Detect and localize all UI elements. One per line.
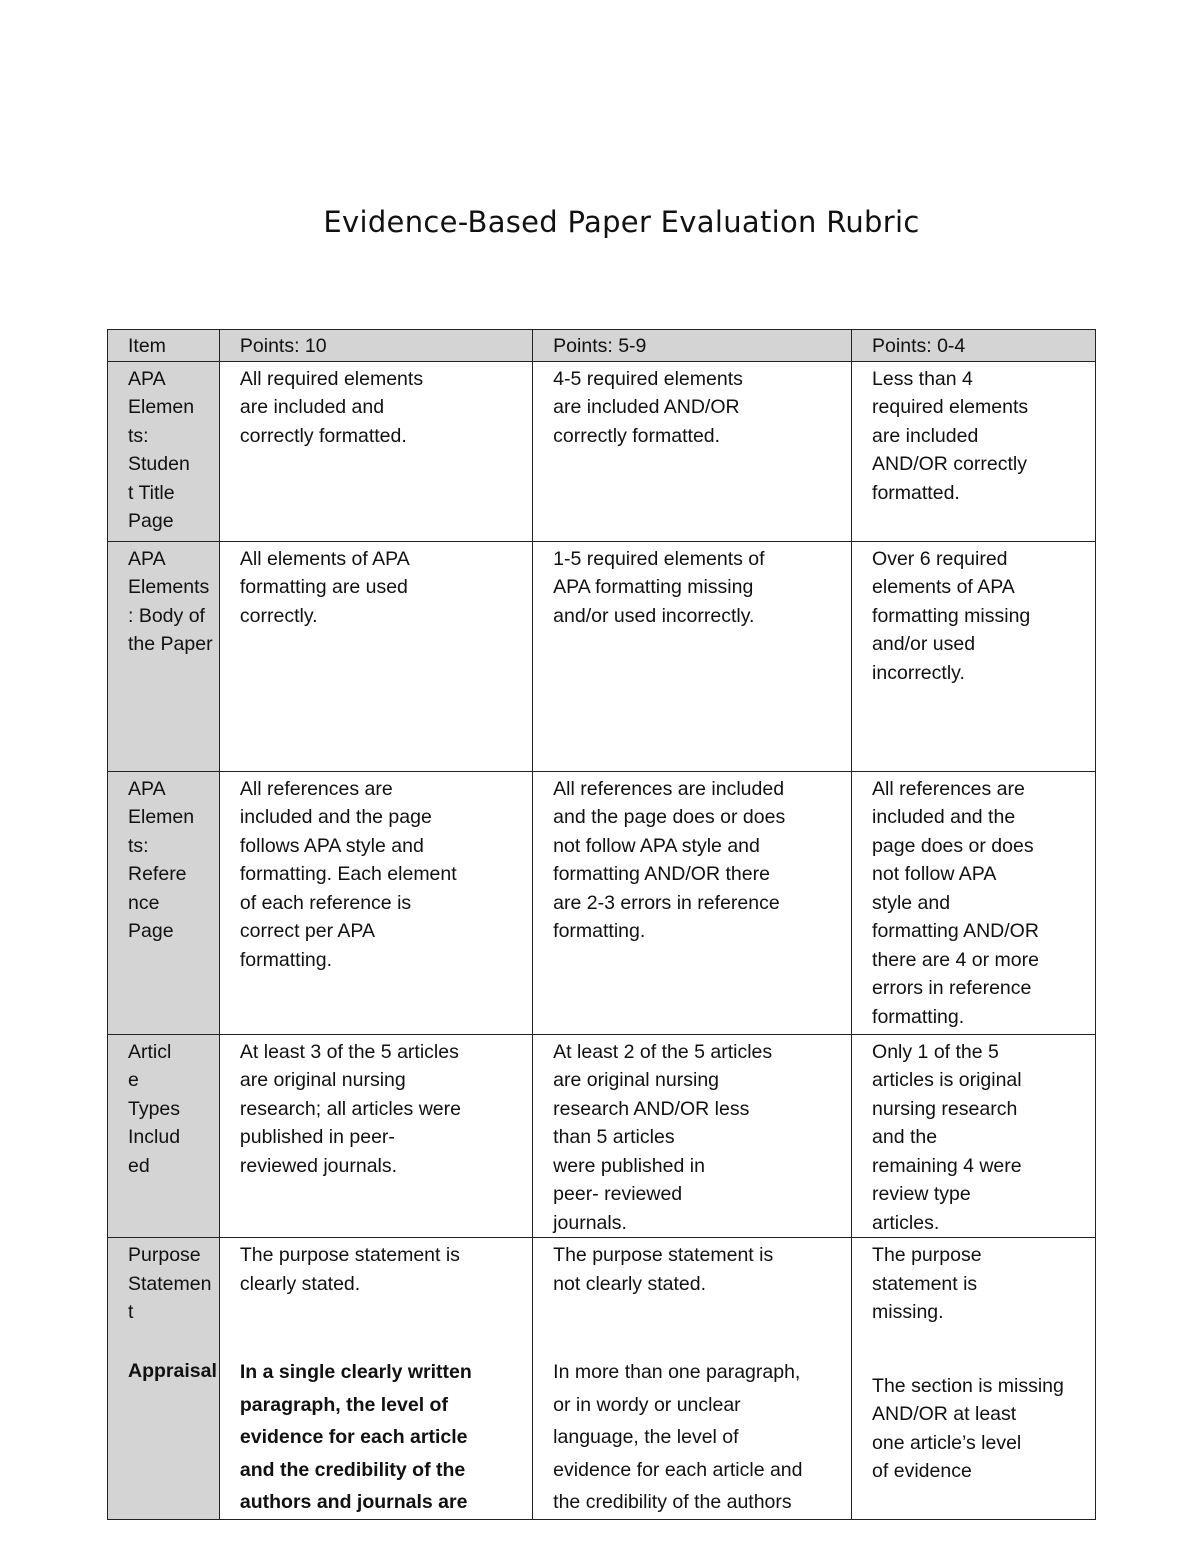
cell-points-5-9: 1-5 required elements of APA formatting missing and/or used incorrectly. <box>533 541 852 771</box>
appraisal-label: Appraisal <box>128 1359 217 1382</box>
cell-points-10: The purpose statement is clearly stated. In a single clearly written paragraph, the level of evidence for each article and the credibility of the authors and journals are <box>219 1238 532 1520</box>
cell-points-0-4: Less than 4 required elements are included AND/OR correctly formatted. <box>852 361 1096 541</box>
row-item-label: Purpose Statemen t Appraisal <box>108 1238 220 1520</box>
cell-points-10: At least 3 of the 5 articles are original nursing research; all articles were published in peer- reviewed journals. <box>219 1034 532 1238</box>
cell-points-10: All references are included and the page follows APA style and formatting. Each element of each reference is correct per APA formatting. <box>219 771 532 1034</box>
header-points-0-4: Points: 0-4 <box>852 330 1096 362</box>
cell-points-0-4: Over 6 required elements of APA formatting missing and/or used incorrectly. <box>852 541 1096 771</box>
cell-points-0-4: All references are included and the page does or does not follow APA style and formatting AND/OR there are 4 or more errors in reference formatting. <box>852 771 1096 1034</box>
cell-points-5-9: All references are included and the page does or does not follow APA style and formatting AND/OR there are 2-3 errors in reference formatting. <box>533 771 852 1034</box>
table-row <box>108 1238 1096 1520</box>
cell-points-0-4: Only 1 of the 5 articles is original nursing research and the remaining 4 were review type articles. <box>852 1034 1096 1238</box>
row-item-label: Articl e Types Includ ed <box>108 1034 220 1238</box>
header-item: Item <box>108 330 220 362</box>
table-row <box>108 771 1096 1034</box>
row-item-label: APA Elemen ts: Refere nce Page <box>108 771 220 1034</box>
table-row <box>108 361 1096 541</box>
cell-points-5-9: The purpose statement is not clearly stated. In more than one paragraph, or in wordy or unclear language, the level of evidence for each article and the credibility of the authors <box>533 1238 852 1520</box>
table-row <box>108 1034 1096 1238</box>
cell-points-10: All elements of APA formatting are used correctly. <box>219 541 532 771</box>
row-item-label: APA Elements : Body of the Paper <box>108 541 220 771</box>
header-points-10: Points: 10 <box>219 330 532 362</box>
cell-points-5-9: 4-5 required elements are included AND/OR correctly formatted. <box>533 361 852 541</box>
table-row <box>108 541 1096 771</box>
cell-points-10: All required elements are included and correctly formatted. <box>219 361 532 541</box>
document-title: Evidence-Based Paper Evaluation Rubric <box>323 205 920 239</box>
header-points-5-9: Points: 5-9 <box>533 330 852 362</box>
cell-points-5-9: At least 2 of the 5 articles are original nursing research AND/OR less than 5 articles were published in peer- reviewed journals. <box>533 1034 852 1238</box>
table-header-row <box>108 330 1096 362</box>
cell-points-0-4: The purpose statement is missing. The section is missing AND/OR at least one article’s level of evidence <box>852 1238 1096 1520</box>
row-item-label: APA Elemen ts: Studen t Title Page <box>108 361 220 541</box>
rubric-table <box>107 329 1096 1520</box>
